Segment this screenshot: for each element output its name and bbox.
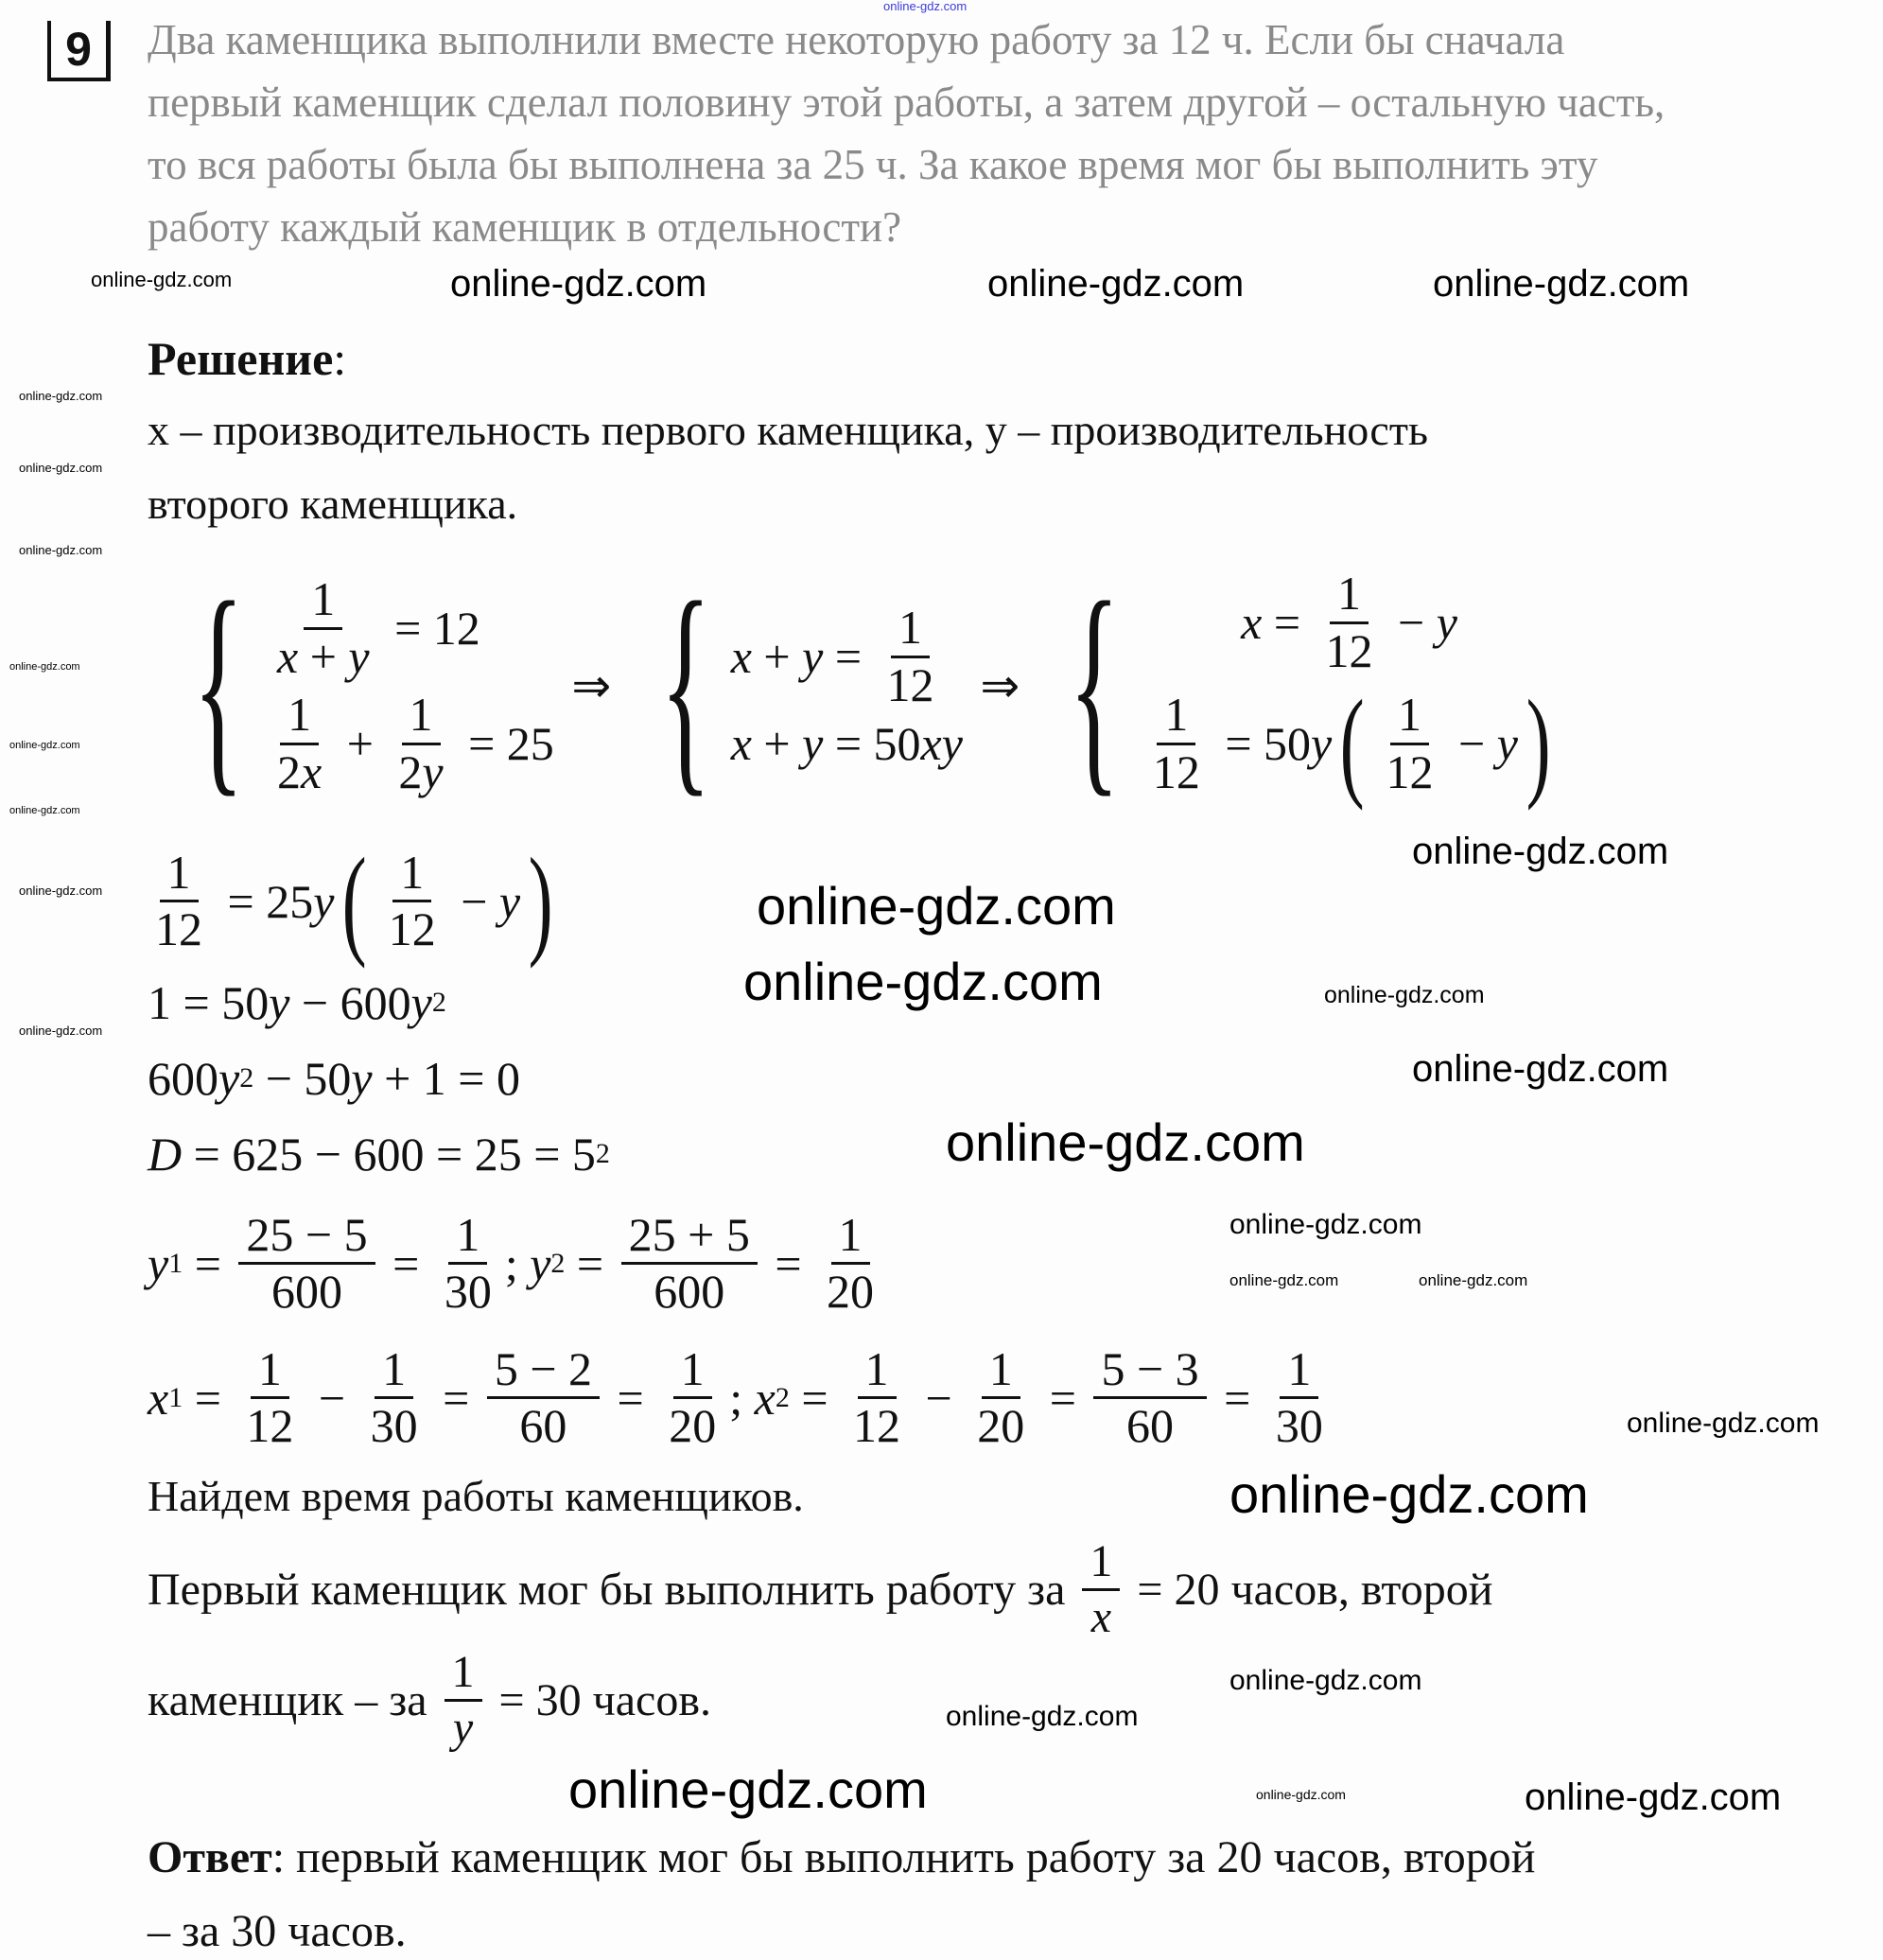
watermark: online-gdz.com — [1229, 1271, 1339, 1289]
left-brace: { — [659, 554, 711, 816]
system-row — [264, 688, 554, 799]
equation-systems — [156, 544, 1564, 828]
numerator — [673, 1342, 712, 1400]
second-worker-result — [148, 1648, 711, 1752]
fraction — [969, 1342, 1032, 1454]
math-variable: y — [530, 1236, 551, 1290]
math-text: + — [751, 630, 803, 683]
math-text: 2 — [277, 744, 301, 798]
numerator — [621, 1208, 758, 1266]
left-paren: ( — [1339, 675, 1365, 812]
fraction — [621, 1208, 758, 1320]
solution-heading — [148, 331, 346, 386]
math-text: 1 — [409, 688, 433, 741]
watermark: online-gdz.com — [987, 263, 1245, 305]
fraction — [1379, 688, 1441, 799]
watermark: online-gdz.com — [946, 1112, 1305, 1172]
math-text: 600 — [148, 1052, 218, 1105]
math-text: ; — [729, 1371, 755, 1425]
numerator — [1157, 688, 1195, 745]
math-variable: x — [277, 629, 299, 683]
watermark: online-gdz.com — [9, 805, 80, 816]
math-text: − — [1386, 596, 1437, 649]
math-text: 30 — [370, 1399, 418, 1452]
math-text: 20 — [669, 1399, 717, 1452]
denominator — [1119, 1399, 1181, 1454]
watermark: online-gdz.com — [1627, 1408, 1820, 1439]
denominator — [437, 1265, 499, 1320]
math-variable: x — [730, 630, 752, 683]
right-paren: ) — [528, 832, 553, 970]
math-text: 1 — [988, 1341, 1013, 1395]
math-text: = 25 — [456, 717, 554, 770]
math-text: 1 — [1287, 1341, 1312, 1395]
fraction — [1318, 567, 1381, 678]
equation-step-2: 1 = 50 y − 600 y 2 — [148, 976, 446, 1029]
fraction — [846, 1342, 908, 1454]
denominator — [363, 1399, 426, 1454]
math-text: − — [448, 874, 499, 928]
math-text: 12 — [388, 902, 436, 955]
math-variable: y — [498, 874, 521, 928]
answer-text: : первый каменщик мог бы выполнить работу за 20 часов, второй — [271, 1832, 1536, 1882]
fraction — [363, 1342, 426, 1454]
denominator — [270, 745, 329, 800]
numerator — [251, 1342, 289, 1400]
math-text: 2 — [398, 744, 423, 798]
first-worker-result — [148, 1537, 1492, 1641]
denominator — [264, 1265, 350, 1320]
watermark: online-gdz.com — [883, 0, 968, 13]
math-text: 30 — [1275, 1399, 1323, 1452]
math-text: 1 = 50 — [148, 976, 270, 1029]
fraction — [270, 572, 377, 684]
math-text: = — [605, 1371, 656, 1425]
left-brace: { — [1068, 554, 1120, 816]
task-number: 9 — [47, 21, 111, 81]
math-text: 12 — [853, 1399, 901, 1452]
math-text: = 30 часов. — [487, 1674, 711, 1725]
watermark: online-gdz.com — [9, 740, 80, 751]
math-text: = — [762, 1236, 814, 1290]
math-text: = — [789, 1371, 841, 1425]
fraction — [1145, 688, 1208, 799]
math-variable: y — [348, 629, 370, 683]
math-variable: y — [313, 874, 335, 928]
math-text: = — [823, 630, 874, 683]
task-text-line: Два каменщика выполнили вместе некоторую работу за 12 ч. Если бы сначала — [148, 16, 1565, 63]
math-text: 1 — [456, 1207, 480, 1261]
numerator — [375, 1342, 413, 1400]
denominator — [381, 902, 444, 957]
math-variable: y — [218, 1052, 240, 1105]
math-text: 5 − 3 — [1101, 1341, 1199, 1395]
watermark: online-gdz.com — [1256, 1787, 1346, 1802]
watermark: online-gdz.com — [757, 876, 1116, 936]
watermark: online-gdz.com — [1229, 1464, 1589, 1524]
math-text: − — [914, 1371, 965, 1425]
intro-line: второго каменщика. — [148, 480, 518, 528]
math-text: = — [183, 1236, 234, 1290]
math-text: = — [565, 1236, 616, 1290]
math-variable: y — [351, 1052, 373, 1105]
math-text: 20 — [827, 1265, 875, 1318]
fraction — [381, 846, 444, 957]
math-variable: y — [1496, 717, 1518, 770]
math-text: ⇒ — [559, 659, 623, 712]
watermark: online-gdz.com — [568, 1759, 928, 1819]
watermark: online-gdz.com — [450, 263, 707, 305]
math-text: + — [751, 717, 803, 770]
parenthesized-group — [334, 832, 561, 970]
numerator — [1093, 1342, 1206, 1400]
system-row — [731, 716, 963, 771]
fraction — [238, 1342, 301, 1454]
math-text: ; — [504, 1236, 531, 1290]
fraction — [1082, 1535, 1120, 1642]
solution-heading-label: Решение — [148, 332, 334, 385]
math-text: 12 — [246, 1399, 294, 1452]
system-row — [731, 601, 963, 712]
math-text: = 25 — [216, 874, 314, 928]
numerator — [1280, 1342, 1318, 1400]
intro-line: x – производительность первого каменщика, y – производительность — [148, 406, 1428, 454]
denominator — [846, 1399, 908, 1454]
fraction — [1268, 1342, 1331, 1454]
math-text: 12 — [155, 902, 202, 955]
math-text: − — [306, 1371, 357, 1425]
numerator — [858, 1342, 897, 1400]
fraction — [819, 1208, 881, 1320]
left-brace: { — [193, 554, 244, 816]
math-variable: y — [802, 630, 824, 683]
fraction — [270, 688, 329, 799]
watermark: online-gdz.com — [1419, 1271, 1528, 1289]
numerator — [487, 1342, 600, 1400]
watermark: online-gdz.com — [19, 461, 103, 475]
numerator — [304, 572, 342, 630]
right-paren: ) — [1526, 675, 1551, 812]
math-variable: D — [148, 1128, 183, 1181]
math-text: = — [1212, 1371, 1263, 1425]
system-rows — [264, 572, 554, 799]
numerator — [891, 601, 930, 658]
system-row — [264, 572, 554, 684]
math-text: = 12 — [382, 602, 480, 655]
fraction — [238, 1208, 375, 1320]
watermark: online-gdz.com — [1525, 1776, 1782, 1818]
denominator — [1379, 745, 1441, 800]
math-text: 25 + 5 — [628, 1207, 750, 1261]
math-variable: y — [148, 1236, 169, 1290]
math-variable: x — [730, 717, 752, 770]
equation-step-6: x 1 = $\frac{1}{12}$ − $\frac{1}{30}$ = $\frac{5 - 2}{60}$ = $\frac{1}{20}$ ; x 2 = $\frac{1}{12}$ − $\frac{1}{20}$ = $\frac{5 - 3}{60}$ = $\frac{1}{30}$ — [148, 1334, 1336, 1461]
math-text: = 50 — [1212, 717, 1312, 770]
math-text: = 625 − 600 = 25 = 5 — [182, 1128, 596, 1181]
math-text: 12 — [886, 657, 934, 711]
math-variable: x — [1241, 596, 1263, 649]
task-text-line: то вся работы была бы выполнена за 25 ч. За какое время мог бы выполнить эту — [148, 141, 1598, 188]
equation-step-5: y 1 = $\frac{25 - 5}{600}$ = $\frac{1}{30}$ ; y 2 = $\frac{25 + 5}{600}$ = $\frac{1}{20}$ — [148, 1199, 887, 1327]
math-text: = — [430, 1371, 481, 1425]
numerator — [445, 1646, 482, 1701]
system-row — [1140, 675, 1559, 812]
solution-colon: : — [333, 332, 347, 385]
fraction — [391, 688, 450, 799]
math-variable: x — [1090, 1591, 1112, 1642]
numerator — [160, 846, 199, 903]
watermark: online-gdz.com — [9, 661, 80, 673]
task-text-line: первый каменщик сделал половину этой работы, а затем другой – остальную часть, — [148, 79, 1665, 126]
math-variable: y — [1436, 596, 1457, 649]
watermark: online-gdz.com — [946, 1701, 1139, 1732]
math-text: 1 — [680, 1341, 705, 1395]
numerator — [238, 1208, 375, 1266]
system-rows — [731, 601, 963, 771]
math-text: 1 — [382, 1341, 407, 1395]
fraction — [148, 846, 210, 957]
math-text: 20 — [977, 1399, 1025, 1452]
watermark: online-gdz.com — [19, 884, 103, 898]
equation-system — [1037, 554, 1559, 816]
fraction — [661, 1342, 724, 1454]
math-text: 12 — [1325, 623, 1373, 677]
math-text: 1 — [400, 845, 425, 899]
math-text: 1 — [1164, 688, 1189, 741]
math-text: 1 — [451, 1647, 475, 1698]
numerator — [831, 1208, 870, 1266]
numerator — [982, 1342, 1020, 1400]
math-text: 1 — [311, 572, 336, 625]
denominator — [238, 1399, 301, 1454]
numerator — [392, 846, 431, 903]
denominator — [1084, 1591, 1119, 1643]
math-text: + — [298, 629, 349, 683]
math-text: = 20 часов, второй — [1125, 1564, 1493, 1615]
numerator — [402, 688, 441, 745]
watermark: online-gdz.com — [1229, 1665, 1422, 1696]
math-text: 30 — [444, 1265, 492, 1318]
math-variable: y — [422, 744, 444, 798]
math-variable: xy — [920, 717, 963, 770]
denominator — [512, 1399, 574, 1454]
denominator — [819, 1265, 881, 1320]
math-text: + — [335, 717, 386, 770]
denominator — [445, 1702, 480, 1754]
parenthesized-group — [1332, 675, 1559, 812]
math-variable: y — [802, 717, 824, 770]
left-paren: ( — [342, 832, 368, 970]
math-variable: y — [410, 976, 432, 1029]
math-text: 1 — [1337, 567, 1362, 620]
denominator — [1318, 624, 1381, 679]
watermark: online-gdz.com — [19, 543, 103, 557]
math-variable: y — [269, 976, 290, 1029]
math-text: 5 − 2 — [494, 1341, 593, 1395]
watermark: online-gdz.com — [91, 268, 233, 291]
math-text: 1 — [166, 845, 191, 899]
fraction — [445, 1646, 482, 1753]
answer-line — [148, 1831, 1535, 1883]
math-text: = 50 — [823, 717, 921, 770]
denominator — [1145, 745, 1208, 800]
answer-label: Ответ — [148, 1832, 272, 1882]
fraction — [1093, 1342, 1206, 1454]
answer-line-2: – за 30 часов. — [148, 1906, 407, 1956]
denominator — [646, 1265, 732, 1320]
denominator — [1268, 1399, 1331, 1454]
equation-step-3: 600 y 2 − 50 y + 1 = 0 — [148, 1052, 521, 1105]
math-text: 1 — [1398, 688, 1422, 741]
math-text: 60 — [519, 1399, 567, 1452]
watermark: online-gdz.com — [1412, 831, 1669, 872]
fraction — [437, 1208, 499, 1320]
math-text: 25 − 5 — [246, 1207, 368, 1261]
math-text: = — [1262, 596, 1313, 649]
denominator — [391, 745, 450, 800]
equation-step-4: D = 625 − 600 = 25 = 5 2 — [148, 1128, 610, 1181]
math-variable: x — [754, 1371, 776, 1425]
math-text: 1 — [1090, 1536, 1113, 1587]
math-text: = — [1037, 1371, 1089, 1425]
numerator — [1390, 688, 1429, 745]
fraction — [487, 1342, 600, 1454]
find-time-text: Найдем время работы каменщиков. — [148, 1472, 804, 1520]
watermark: online-gdz.com — [19, 389, 103, 403]
math-text: 1 — [288, 688, 312, 741]
math-variable: x — [148, 1371, 169, 1425]
math-text: 12 — [1152, 744, 1200, 798]
math-variable: y — [1311, 717, 1333, 770]
math-text: + 1 = 0 — [372, 1052, 521, 1105]
watermark: online-gdz.com — [743, 952, 1103, 1011]
watermark: online-gdz.com — [1412, 1048, 1669, 1090]
math-variable: y — [452, 1702, 474, 1753]
math-text: каменщик – за — [148, 1674, 439, 1725]
math-text: 1 — [898, 601, 923, 654]
math-text: 12 — [1386, 744, 1434, 798]
numerator — [280, 688, 319, 745]
math-text: ⇒ — [968, 659, 1032, 712]
denominator — [661, 1399, 724, 1454]
math-text: 600 — [654, 1265, 725, 1318]
math-text: 600 — [271, 1265, 342, 1318]
task-text-line: работу каждый каменщик в отдельности? — [148, 203, 902, 251]
numerator — [1330, 567, 1369, 624]
watermark: online-gdz.com — [1433, 263, 1690, 305]
math-text: 60 — [1126, 1399, 1175, 1452]
math-text: − — [1446, 717, 1497, 770]
math-text: Первый каменщик мог бы выполнить работу за — [148, 1564, 1077, 1615]
math-text: = — [183, 1371, 234, 1425]
denominator — [270, 630, 377, 685]
watermark: online-gdz.com — [19, 1024, 103, 1038]
equation-system — [629, 554, 963, 816]
watermark: online-gdz.com — [1229, 1209, 1422, 1240]
math-variable: x — [301, 744, 323, 798]
math-text: − 600 — [289, 976, 411, 1029]
fraction — [880, 601, 942, 712]
system-rows — [1140, 567, 1559, 812]
equation-system — [162, 554, 554, 816]
denominator — [148, 902, 210, 957]
denominator — [969, 1399, 1032, 1454]
math-text: 1 — [257, 1341, 282, 1395]
watermark: online-gdz.com — [1324, 982, 1485, 1008]
system-row — [1140, 567, 1559, 678]
numerator — [1082, 1535, 1120, 1590]
numerator — [448, 1208, 487, 1266]
math-text: 1 — [864, 1341, 889, 1395]
math-text: 1 — [838, 1207, 863, 1261]
denominator — [880, 658, 942, 713]
equation-step-1 — [142, 832, 561, 970]
math-text: = — [380, 1236, 431, 1290]
math-text: − 50 — [253, 1052, 352, 1105]
